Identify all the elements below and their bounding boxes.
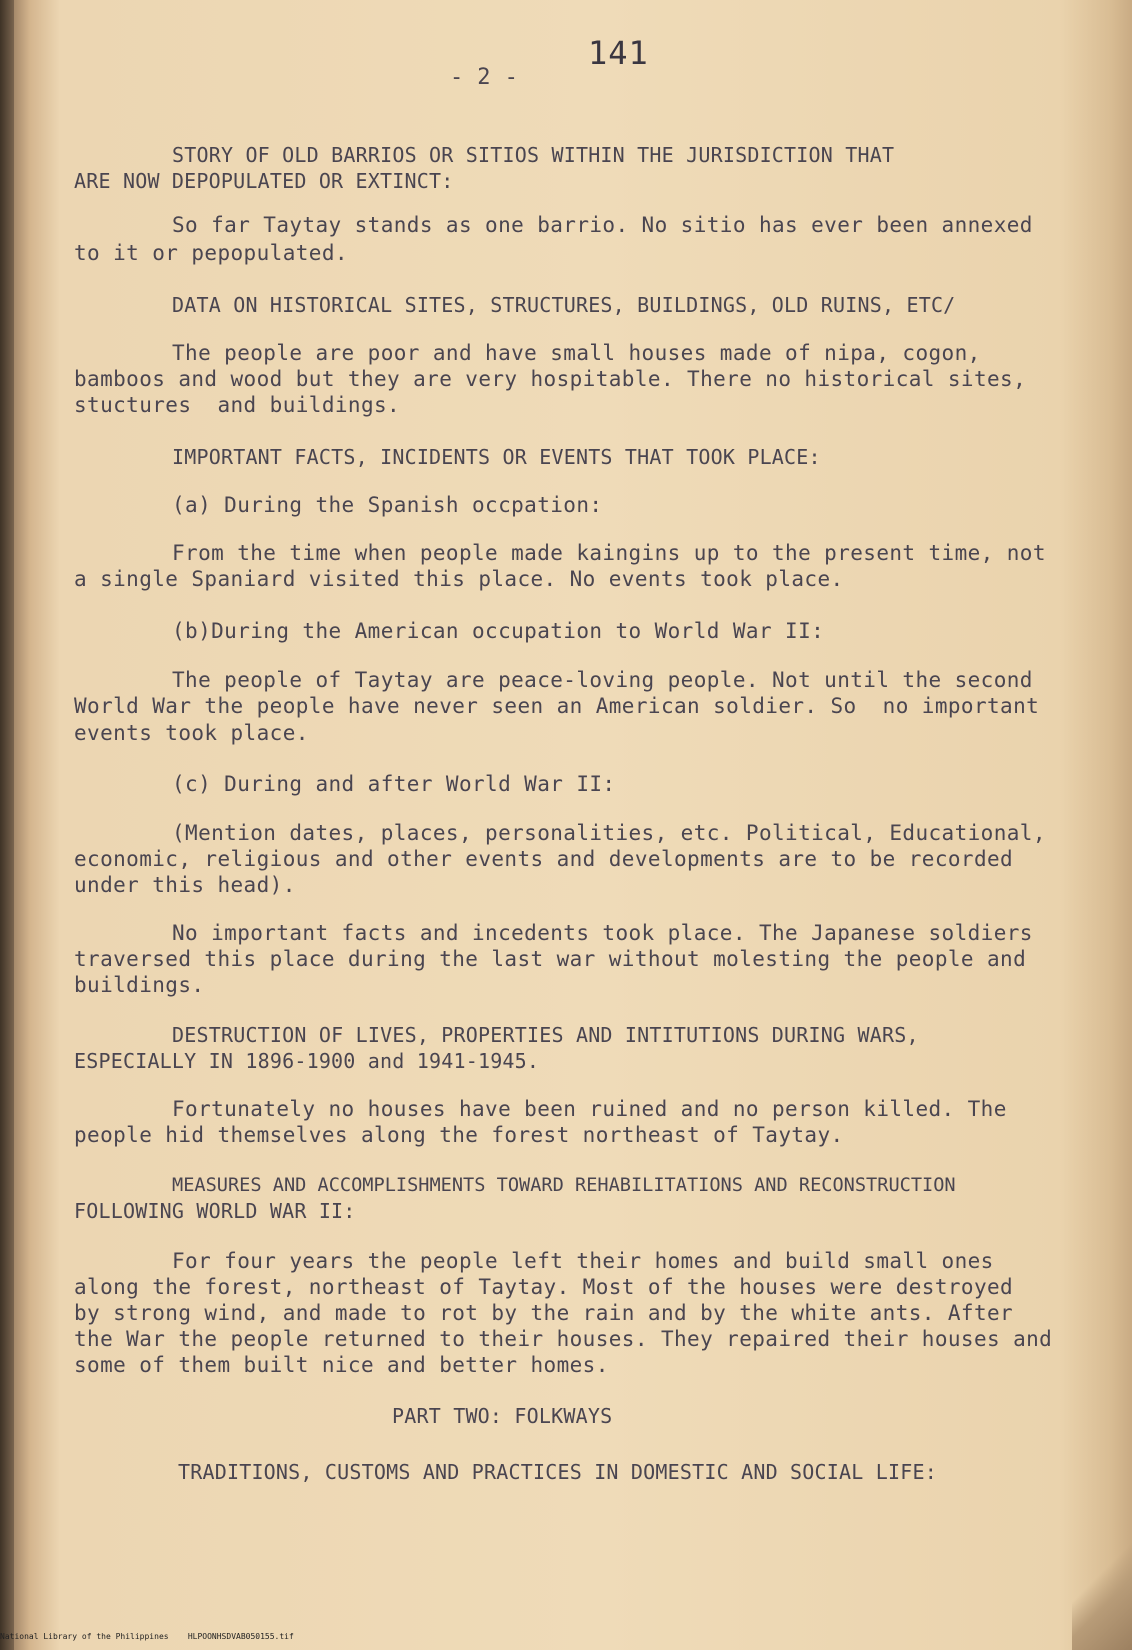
paragraph-line: For four years the people left their homes and build small ones bbox=[172, 1249, 994, 1273]
page-fold bbox=[1072, 1530, 1132, 1650]
section-heading: TRADITIONS, CUSTOMS AND PRACTICES IN DOMESTIC AND SOCIAL LIFE: bbox=[178, 1460, 937, 1484]
section-heading: ESPECIALLY IN 1896-1900 and 1941-1945. bbox=[74, 1049, 540, 1073]
section-heading: MEASURES AND ACCOMPLISHMENTS TOWARD REHABILITATIONS AND RECONSTRUCTION bbox=[172, 1175, 956, 1196]
paragraph-line: some of them built nice and better homes. bbox=[74, 1353, 609, 1377]
paragraph-line: economic, religious and other events and developments are to be recorded bbox=[74, 847, 1014, 871]
file-id: HLPOONHSDVAB050155.tif bbox=[187, 1632, 294, 1641]
sub-heading: (c) During and after World War II: bbox=[172, 772, 616, 796]
paragraph-line: under this head). bbox=[74, 873, 296, 897]
paragraph-line: (Mention dates, places, personalities, etc. Political, Educational, bbox=[172, 821, 1046, 845]
paragraph-line: No important facts and incedents took place. The Japanese soldiers bbox=[172, 921, 1033, 945]
paragraph-line: the War the people returned to their houses. They repaired their houses and bbox=[74, 1327, 1053, 1351]
paragraph-line: a single Spaniard visited this place. No events took place. bbox=[74, 567, 844, 591]
paragraph-line: to it or pepopulated. bbox=[74, 241, 348, 265]
part-heading: PART TWO: FOLKWAYS bbox=[392, 1404, 613, 1428]
paragraph-line: along the forest, northeast of Taytay. Most of the houses were destroyed bbox=[74, 1275, 1014, 1299]
paragraph-line: The people are poor and have small houses made of nipa, cogon, bbox=[172, 341, 981, 365]
paragraph-line: events took place. bbox=[74, 721, 309, 745]
paragraph-line: traversed this place during the last war without molesting the people and bbox=[74, 947, 1027, 971]
page-label: - 2 - bbox=[450, 65, 519, 90]
library-credit: National Library of the Philippines bbox=[0, 1632, 169, 1641]
paragraph-line: World War the people have never seen an American soldier. So no important bbox=[74, 694, 1040, 718]
section-heading: FOLLOWING WORLD WAR II: bbox=[74, 1199, 356, 1223]
folio-number: 141 bbox=[588, 34, 649, 72]
scan-footer bbox=[0, 1632, 294, 1641]
paragraph-line: people hid themselves along the forest northeast of Taytay. bbox=[74, 1123, 844, 1147]
paragraph-line: From the time when people made kaingins up to the present time, not bbox=[172, 541, 1046, 565]
paragraph-line: So far Taytay stands as one barrio. No sitio has ever been annexed bbox=[172, 213, 1033, 237]
section-heading: DESTRUCTION OF LIVES, PROPERTIES AND INTITUTIONS DURING WARS, bbox=[172, 1023, 919, 1047]
paragraph-line: Fortunately no houses have been ruined and no person killed. The bbox=[172, 1097, 1007, 1121]
sub-heading: (a) During the Spanish occpation: bbox=[172, 493, 603, 517]
paragraph-line: bamboos and wood but they are very hospitable. There no historical sites, bbox=[74, 367, 1027, 391]
paragraph-line: stuctures and buildings. bbox=[74, 393, 401, 417]
paragraph-line: by strong wind, and made to rot by the rain and by the white ants. After bbox=[74, 1301, 1014, 1325]
section-heading: DATA ON HISTORICAL SITES, STRUCTURES, BUILDINGS, OLD RUINS, ETC/ bbox=[172, 293, 956, 317]
section-heading: IMPORTANT FACTS, INCIDENTS OR EVENTS THAT TOOK PLACE: bbox=[172, 445, 821, 469]
book-binding bbox=[0, 0, 14, 1650]
paragraph-line: buildings. bbox=[74, 973, 205, 997]
section-heading: STORY OF OLD BARRIOS OR SITIOS WITHIN THE JURISDICTION THAT bbox=[172, 143, 895, 167]
section-heading: ARE NOW DEPOPULATED OR EXTINCT: bbox=[74, 169, 454, 193]
sub-heading: (b)During the American occupation to World War II: bbox=[172, 619, 825, 643]
paragraph-line: The people of Taytay are peace-loving people. Not until the second bbox=[172, 668, 1033, 692]
